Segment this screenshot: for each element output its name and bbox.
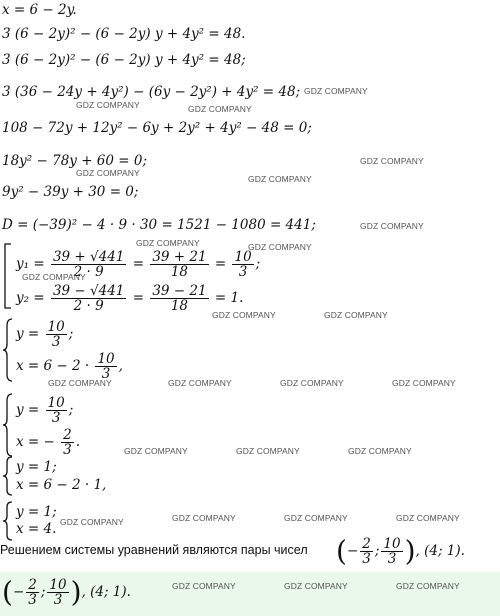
equation-line-3: 3 (6 − 2y)² − (6 − 2y) y + 4y² = 48;: [2, 52, 246, 68]
watermark: GDZ COMPANY: [188, 104, 252, 114]
watermark: GDZ COMPANY: [284, 581, 348, 591]
equation-line-4: 3 (36 − 24y + 4y²) − (6y − 2y²) + 4y² = 48;: [2, 84, 301, 100]
watermark: GDZ COMPANY: [172, 513, 236, 523]
watermark: GDZ COMPANY: [60, 517, 124, 527]
y1-result-denominator: 3: [238, 264, 248, 280]
answer-pairs: (− $\frac{2}{3}$ ; $\frac{10}{3}$ ), (4; 1).: [336, 534, 465, 568]
equation-line-2: 3 (6 − 2y)² − (6 − 2y) y + 4y² = 48.: [2, 26, 246, 42]
y1-result-numerator: 10: [234, 249, 252, 265]
answer-box-pairs: (− $\frac{2}{3}$ ; $\frac{10}{3}$ ), (4; 1).: [2, 575, 131, 609]
watermark: GDZ COMPANY: [304, 86, 368, 96]
system-3-y: y = 1;: [16, 459, 57, 475]
system-4-brace: [2, 501, 14, 541]
equation-line-5: 108 − 72y + 12y² − 6y + 2y² + 4y² − 48 = 0;: [2, 120, 312, 136]
watermark: GDZ COMPANY: [396, 513, 460, 523]
system-3-x: x = 6 − 2 · 1,: [16, 477, 107, 493]
watermark: GDZ COMPANY: [76, 168, 140, 178]
answer-sentence: Решением системы уравнений являются пары чисел: [0, 543, 308, 557]
watermark: GDZ COMPANY: [360, 156, 424, 166]
y1-numerator-2: 39 + 21: [152, 249, 207, 265]
equation-line-6: 18y² − 78y + 60 = 0;: [2, 153, 148, 169]
watermark: GDZ COMPANY: [396, 581, 460, 591]
system-1-brace: [2, 318, 14, 382]
system-1-x: x = 6 − 2 · $\frac{10}{3}$ ,: [16, 351, 123, 382]
watermark: GDZ COMPANY: [22, 272, 86, 282]
watermark: GDZ COMPANY: [284, 513, 348, 523]
watermark: GDZ COMPANY: [248, 174, 312, 184]
y1-denominator: 2 · 9: [73, 264, 104, 280]
discriminant-line: D = (−39)² − 4 · 9 · 30 = 1521 − 1080 = 441;: [2, 217, 316, 233]
watermark: GDZ COMPANY: [172, 581, 236, 591]
watermark: GDZ COMPANY: [360, 221, 424, 231]
system-2-brace: [2, 393, 14, 457]
system-2-x: x = − $\frac{2}{3}$ .: [16, 427, 81, 458]
watermark: GDZ COMPANY: [76, 100, 140, 110]
watermark: GDZ COMPANY: [48, 378, 112, 388]
system-2-y: y = $\frac{10}{3}$ ;: [16, 395, 74, 426]
root-y2-line: y₂ = $\frac{39 - √441}{2 \cdot 9}$ = $\frac{39 - 21}{18}$ = 1.: [16, 283, 244, 314]
watermark: GDZ COMPANY: [324, 310, 388, 320]
watermark: GDZ COMPANY: [136, 238, 200, 248]
y1-numerator: 39 + √441: [52, 249, 125, 265]
system-4-x: x = 4.: [16, 521, 57, 537]
y2-denominator: 2 · 9: [73, 298, 104, 314]
watermark: GDZ COMPANY: [348, 446, 412, 456]
root-y1-line: y₁ = $\frac{39 + √441}{2 \cdot 9}$ = $\frac{39 + 21}{18}$ = $\frac{10}{3}$ ;: [16, 249, 261, 280]
y1-denominator-2: 18: [170, 264, 189, 280]
watermark: GDZ COMPANY: [248, 242, 312, 252]
watermark: GDZ COMPANY: [392, 378, 456, 388]
watermark: GDZ COMPANY: [280, 378, 344, 388]
equation-line-1: x = 6 − 2y.: [2, 2, 77, 18]
watermark: GDZ COMPANY: [212, 310, 276, 320]
equation-line-7: 9y² − 39y + 30 = 0;: [2, 184, 139, 200]
y2-numerator: 39 − √441: [52, 283, 125, 299]
system-3-brace: [2, 456, 14, 496]
system-4-y: y = 1;: [16, 504, 57, 520]
watermark: GDZ COMPANY: [168, 378, 232, 388]
y2-denominator-2: 18: [170, 298, 189, 314]
roots-bracket: [2, 243, 12, 309]
watermark: GDZ COMPANY: [236, 446, 300, 456]
y2-numerator-2: 39 − 21: [152, 283, 207, 299]
system-1-y: y = $\frac{10}{3}$ ;: [16, 319, 74, 350]
watermark: GDZ COMPANY: [124, 446, 188, 456]
